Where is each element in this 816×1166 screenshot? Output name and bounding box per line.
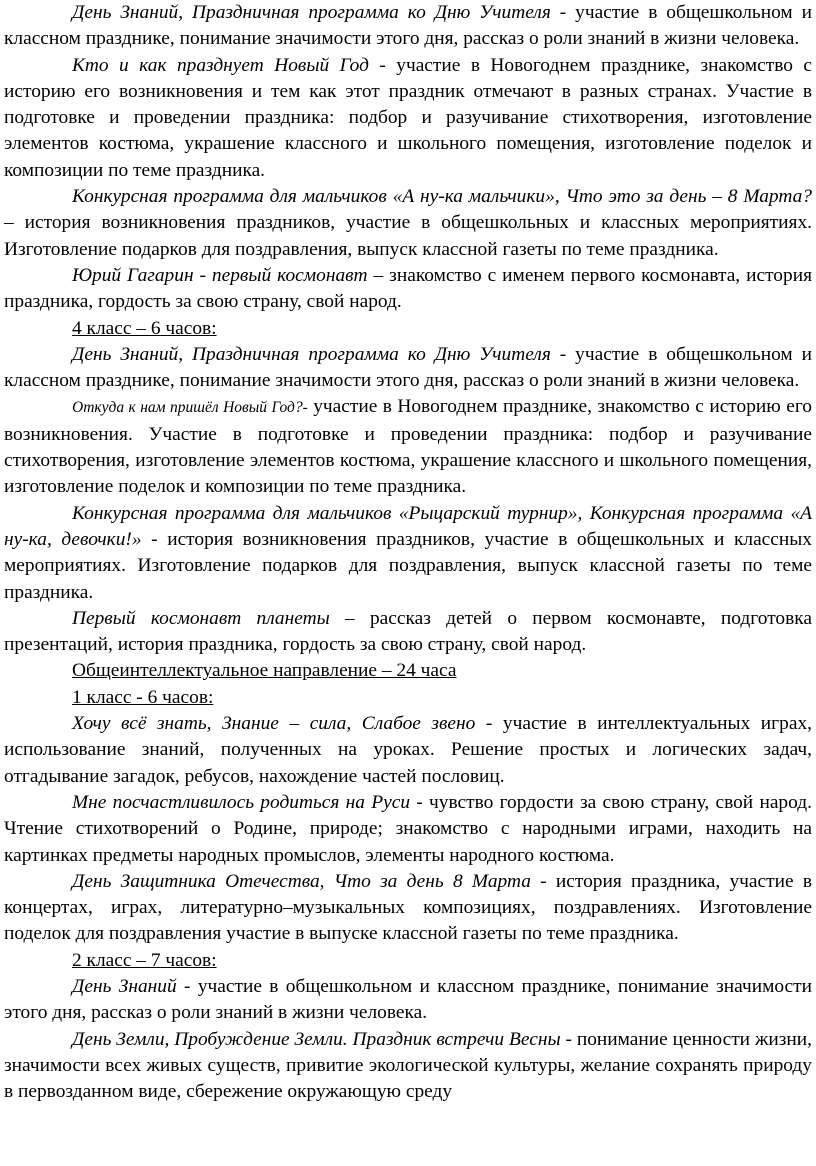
grade1-paragraph-defender-day bbox=[4, 869, 812, 948]
section-heading: Общеинтеллектуальное направление – 24 часа bbox=[72, 660, 457, 682]
paragraph-title: День Знаний bbox=[72, 975, 177, 997]
paragraph-gagarin bbox=[4, 263, 812, 316]
paragraph-text: – знакомство с именем первого космонавта, история праздника, гордость за свою страну, свой народ. bbox=[4, 264, 812, 313]
paragraph-text: - участие в общешкольном и классном празднике, понимание значимости этого дня, рассказ о роли знаний в жизни человека. bbox=[4, 343, 812, 392]
paragraph-text: - участие в Новогоднем празднике, знакомство с историю его возникновения и тем как этот праздник отмечают в разных странах. Участие в подготовке и проведении праздника: подбор и разучивание стихотворения, изготовление элементов костюма, украшение классного и школьного помещения, изготовление поделок и композиции по теме праздника. bbox=[4, 54, 812, 181]
paragraph-text: - чувство гордости за свою страну, свой народ. Чтение стихотворений о Родине, природе; знакомство с народными играми, находить на картинках предметы народных промыслов, элементы народного костюма. bbox=[4, 791, 812, 866]
paragraph-title: Хочу всё знать, Знание – сила, Слабое звено bbox=[72, 713, 476, 735]
paragraph-title: Мне посчастливилось родиться на Руси bbox=[72, 791, 411, 813]
grade4-heading: 4 класс – 6 часов: bbox=[72, 317, 217, 339]
paragraph-text: – рассказ детей о первом космонавте, подготовка презентаций, история праздника, гордость за свою страну, свой народ. bbox=[4, 607, 812, 656]
paragraph-title: День Защитника Отечества, Что за день 8 Марта bbox=[72, 870, 531, 892]
paragraph-text: - история праздника, участие в концертах, играх, литературно–музыкальных композициях, поздравлениях. Изготовление поделок для поздравления участие в выпуске классной газеты по теме праздника. bbox=[4, 870, 812, 945]
paragraph-day-of-knowledge bbox=[4, 0, 812, 53]
grade2-paragraph-day-of-knowledge bbox=[4, 974, 812, 1027]
paragraph-text: - участие в общешкольном и классном празднике, понимание значимости этого дня, рассказ о роли знаний в жизни человека. bbox=[4, 975, 813, 1024]
paragraph-title: День Знаний, Праздничная программа ко Дню Учителя bbox=[72, 2, 551, 23]
paragraph-title: Откуда к нам пришёл Новый Год?- bbox=[72, 399, 308, 417]
paragraph-text: участие в Новогоднем празднике, знакомство с историю его возникновения. Участие в подготовке и проведении праздника: подбор и разучивание стихотворения, изготовление элементов костюма, украшение классного и школьного помещения, изготовление поделок и композиции по теме праздника. bbox=[4, 396, 812, 498]
paragraph-title: Конкурсная программа для мальчиков «А ну-ка мальчики», Что это за день – 8 Марта? bbox=[72, 186, 812, 208]
paragraph-text: - понимание ценности жизни, значимости всех живых существ, привитие экологической культуры, желание сохранять природу в первозданном виде, сбережение окружающую среду bbox=[4, 1028, 812, 1103]
grade1-paragraph-games bbox=[4, 711, 812, 790]
paragraph-title: Первый космонавт планеты bbox=[72, 607, 330, 629]
paragraph-title: Юрий Гагарин - первый космонавт bbox=[72, 264, 368, 286]
grade4-paragraph-cosmonaut bbox=[4, 606, 812, 659]
paragraph-new-year bbox=[4, 53, 812, 184]
grade2-paragraph-earth-day bbox=[4, 1027, 812, 1106]
paragraph-title: День Знаний, Праздничная программа ко Дню Учителя bbox=[72, 343, 551, 365]
paragraph-title: Конкурсная программа для мальчиков «Рыцарский турнир», Конкурсная программа «А ну-ка, девочки!» bbox=[4, 502, 812, 550]
grade1-paragraph-rus bbox=[4, 790, 812, 869]
grade4-paragraph-new-year bbox=[4, 394, 812, 500]
paragraph-title: Кто и как празднует Новый Год bbox=[72, 54, 369, 76]
paragraph-boys-contest bbox=[4, 184, 812, 263]
paragraph-text: – история возникновения праздников, участие в общешкольных и классных мероприятиях. Изготовление подарков для поздравления, выпуск классной газеты по теме праздника. bbox=[4, 212, 812, 260]
grade2-heading: 2 класс – 7 часов: bbox=[72, 949, 217, 971]
grade4-paragraph-contest bbox=[4, 501, 812, 606]
paragraph-text: - история возникновения праздников, участие в общешкольных и классных мероприятиях. Изготовление подарков для поздравления, выпуск классной газеты по теме праздника. bbox=[4, 528, 813, 603]
paragraph-text: - участие в интеллектуальных играх, использование знаний, полученных на уроках. Решение простых и логических задач, отгадывание загадок, ребусов, нахождение частей пословиц. bbox=[4, 713, 812, 787]
grade4-paragraph-day-of-knowledge bbox=[4, 342, 812, 395]
grade1-heading: 1 класс - 6 часов: bbox=[72, 686, 214, 708]
paragraph-title: День Земли, Пробуждение Земли. Праздник встречи Весны bbox=[72, 1028, 561, 1050]
paragraph-text: - участие в общешкольном и классном празднике, понимание значимости этого дня, рассказ о роли знаний в жизни человека. bbox=[4, 2, 812, 50]
